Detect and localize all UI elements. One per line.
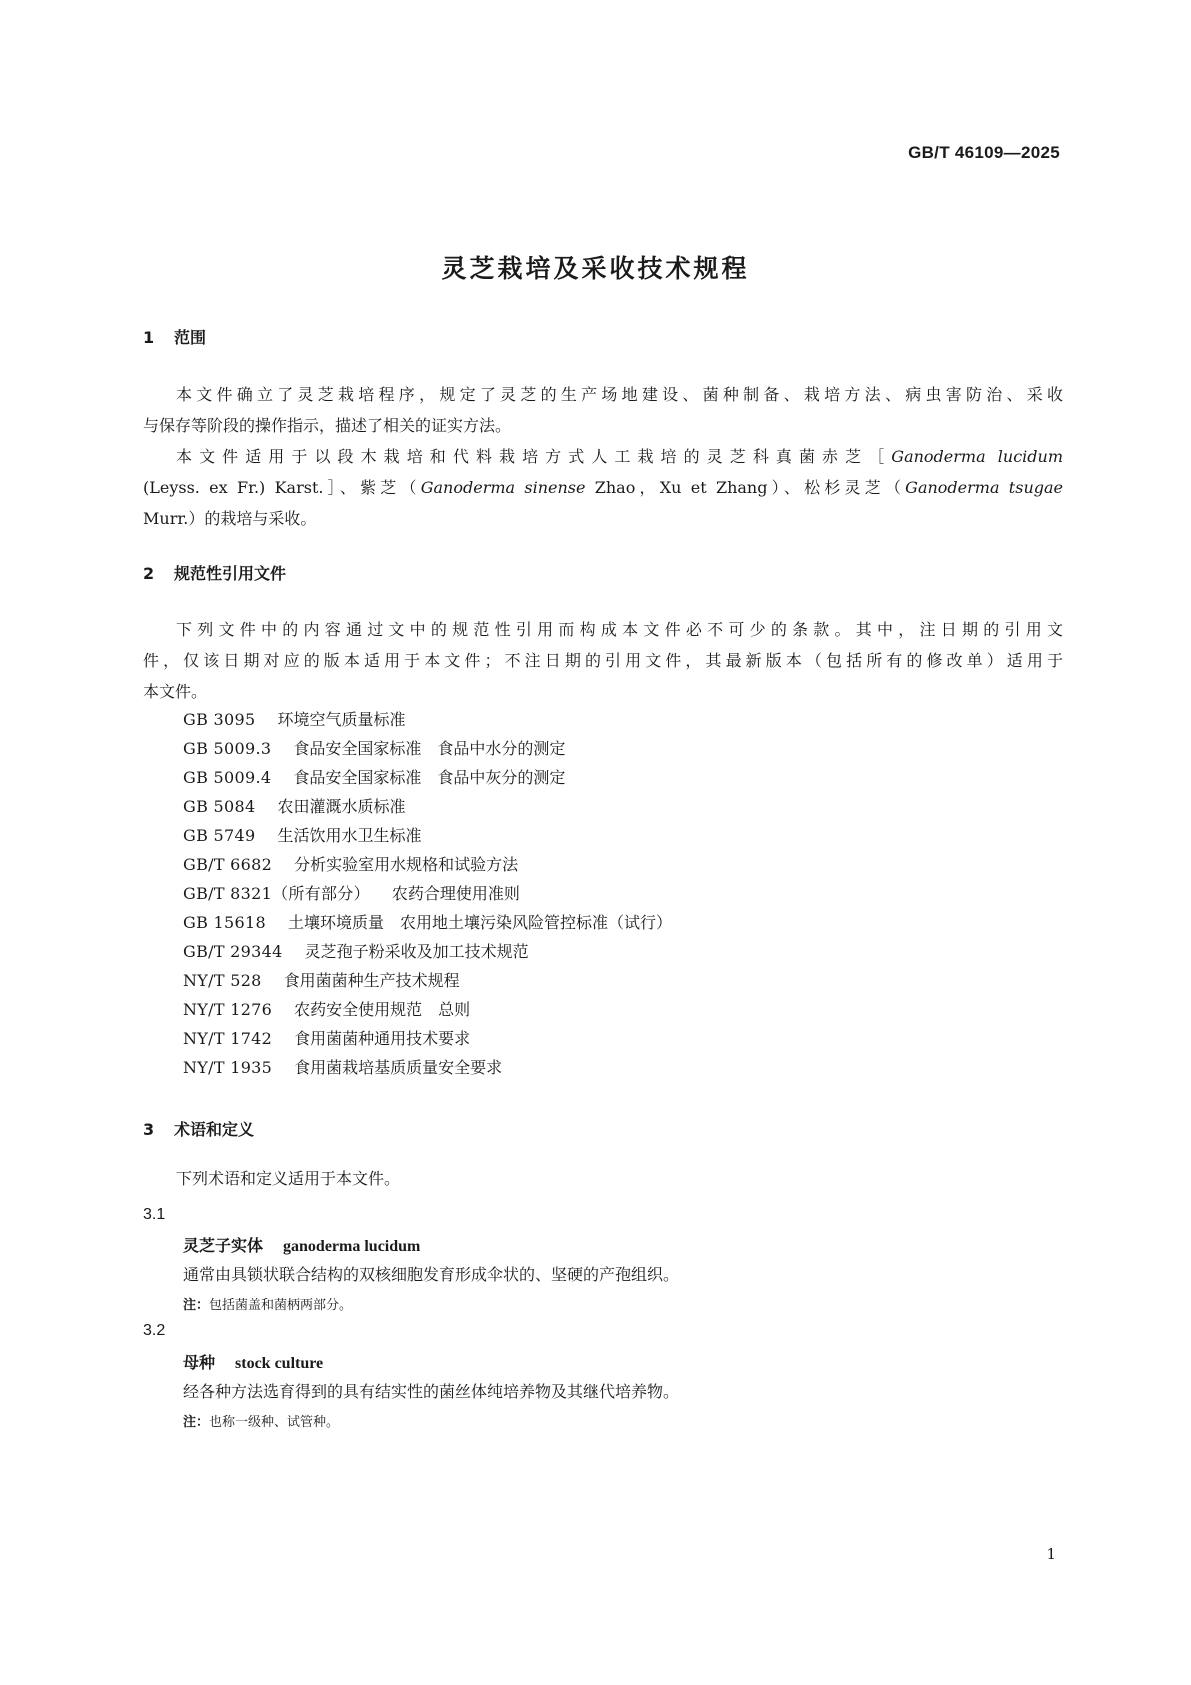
reference-code: GB 15618 — [183, 913, 266, 932]
term-definition: 经各种方法选育得到的具有结实性的菌丝体纯培养物及其继代培养物。 — [183, 1382, 680, 1401]
term-zh: 母种 — [183, 1353, 216, 1372]
term-definition: 通常由具锁状联合结构的双核细胞发育形成伞状的、坚硬的产孢组织。 — [183, 1265, 680, 1284]
reference-title: 食用菌菌种生产技术规程 — [283, 971, 460, 990]
note-label: 注： — [183, 1415, 210, 1430]
section-title: 术语和定义 — [174, 1120, 255, 1139]
term-note — [183, 1294, 352, 1313]
reference-code: NY/T 1935 — [183, 1058, 273, 1077]
section-2-paragraph-line-2: 件，仅该日期对应的版本适用于本文件；不注日期的引用文件，其最新版本（包括所有的修改单）适用于 — [143, 651, 1063, 670]
reference-title: 生活饮用水卫生标准 — [277, 826, 422, 845]
reference-title: 食品安全国家标准 食品中灰分的测定 — [293, 768, 566, 787]
section-number: 2 — [143, 564, 155, 583]
reference-item — [183, 823, 421, 846]
text-run: 本文件适用于以段木栽培和代料栽培方式人工栽培的灵芝科真菌赤芝［ — [176, 447, 892, 466]
text-run: Zhao，Xu et Zhang）、松杉灵芝（ — [585, 478, 906, 497]
reference-code: NY/T 1742 — [183, 1029, 273, 1048]
reference-item — [183, 736, 565, 759]
document-title: 灵芝栽培及采收技术规程 — [441, 254, 750, 283]
reference-item — [183, 997, 470, 1020]
note-text: 也称一级种、试管种。 — [209, 1415, 340, 1430]
section-title: 范围 — [174, 328, 207, 347]
reference-item — [183, 794, 405, 817]
term-number: 3.2 — [143, 1322, 166, 1339]
reference-title: 分析实验室用水规格和试验方法 — [294, 855, 519, 874]
term-en: ganoderma lucidum — [283, 1238, 421, 1255]
term-note — [183, 1411, 339, 1430]
reference-title: 农药安全使用规范 总则 — [294, 1000, 471, 1019]
reference-title: 农田灌溉水质标准 — [277, 797, 406, 816]
section-1-heading — [143, 325, 206, 348]
reference-item — [183, 1026, 470, 1049]
reference-code: GB/T 29344 — [183, 942, 283, 961]
term-heading — [183, 1350, 323, 1373]
reference-item — [183, 1055, 502, 1078]
reference-item — [183, 968, 460, 991]
species-name: Ganoderma tsugae — [905, 478, 1063, 497]
reference-code: GB 5749 — [183, 826, 256, 845]
section-1-paragraph-2-line-3: Murr.）的栽培与采收。 — [143, 509, 317, 528]
term-number: 3.1 — [143, 1206, 166, 1223]
reference-item — [183, 765, 565, 788]
reference-item — [183, 881, 520, 904]
section-3-intro: 下列术语和定义适用于本文件。 — [176, 1169, 401, 1188]
note-label: 注： — [183, 1298, 210, 1313]
section-1-paragraph-2-line-1 — [143, 441, 1063, 472]
reference-title: 食品安全国家标准 食品中水分的测定 — [293, 739, 566, 758]
section-number: 3 — [143, 1120, 155, 1139]
reference-code: GB/T 8321（所有部分） — [183, 884, 370, 903]
reference-item — [183, 939, 529, 962]
reference-title: 食用菌菌种通用技术要求 — [294, 1029, 471, 1048]
page-number: 1 — [1046, 1545, 1056, 1563]
reference-item — [183, 852, 518, 875]
section-2-paragraph-line-1: 下列文件中的内容通过文中的规范性引用而构成本文件必不可少的条款。其中，注日期的引用文 — [176, 620, 1063, 639]
standard-number: GB/T 46109—2025 — [908, 143, 1060, 162]
section-1-paragraph-2-line-2 — [143, 472, 1063, 503]
section-title: 规范性引用文件 — [174, 564, 287, 583]
reference-code: GB 5009.4 — [183, 768, 272, 787]
reference-code: GB/T 6682 — [183, 855, 273, 874]
reference-code: NY/T 1276 — [183, 1000, 273, 1019]
reference-title: 食用菌栽培基质质量安全要求 — [294, 1058, 503, 1077]
reference-code: NY/T 528 — [183, 971, 262, 990]
species-name: Ganoderma sinense — [420, 478, 586, 497]
reference-code: GB 3095 — [183, 710, 256, 729]
section-3-heading — [143, 1117, 254, 1140]
section-2-paragraph-line-3: 本文件。 — [143, 682, 208, 701]
note-text: 包括菌盖和菌柄两部分。 — [209, 1298, 353, 1313]
reference-title: 土壤环境质量 农用地土壤污染风险管控标准（试行） — [287, 913, 672, 932]
reference-item — [183, 707, 405, 730]
reference-item — [183, 910, 672, 933]
section-number: 1 — [143, 328, 155, 347]
reference-title: 环境空气质量标准 — [277, 710, 406, 729]
section-1-paragraph-1-line-2: 与保存等阶段的操作指示，描述了相关的证实方法。 — [143, 416, 512, 435]
reference-title: 农药合理使用准则 — [391, 884, 520, 903]
term-heading — [183, 1233, 420, 1256]
reference-code: GB 5009.3 — [183, 739, 272, 758]
section-2-heading — [143, 561, 286, 584]
text-run: (Leyss. ex Fr.) Karst.］、紫芝（ — [143, 478, 421, 497]
section-1-paragraph-1-line-1: 本文件确立了灵芝栽培程序，规定了灵芝的生产场地建设、菌种制备、栽培方法、病虫害防治、采收 — [176, 385, 1063, 404]
reference-code: GB 5084 — [183, 797, 256, 816]
term-zh: 灵芝子实体 — [183, 1236, 264, 1255]
term-en: stock culture — [235, 1355, 324, 1372]
species-name: Ganoderma lucidum — [891, 447, 1063, 466]
reference-title: 灵芝孢子粉采收及加工技术规范 — [304, 942, 529, 961]
